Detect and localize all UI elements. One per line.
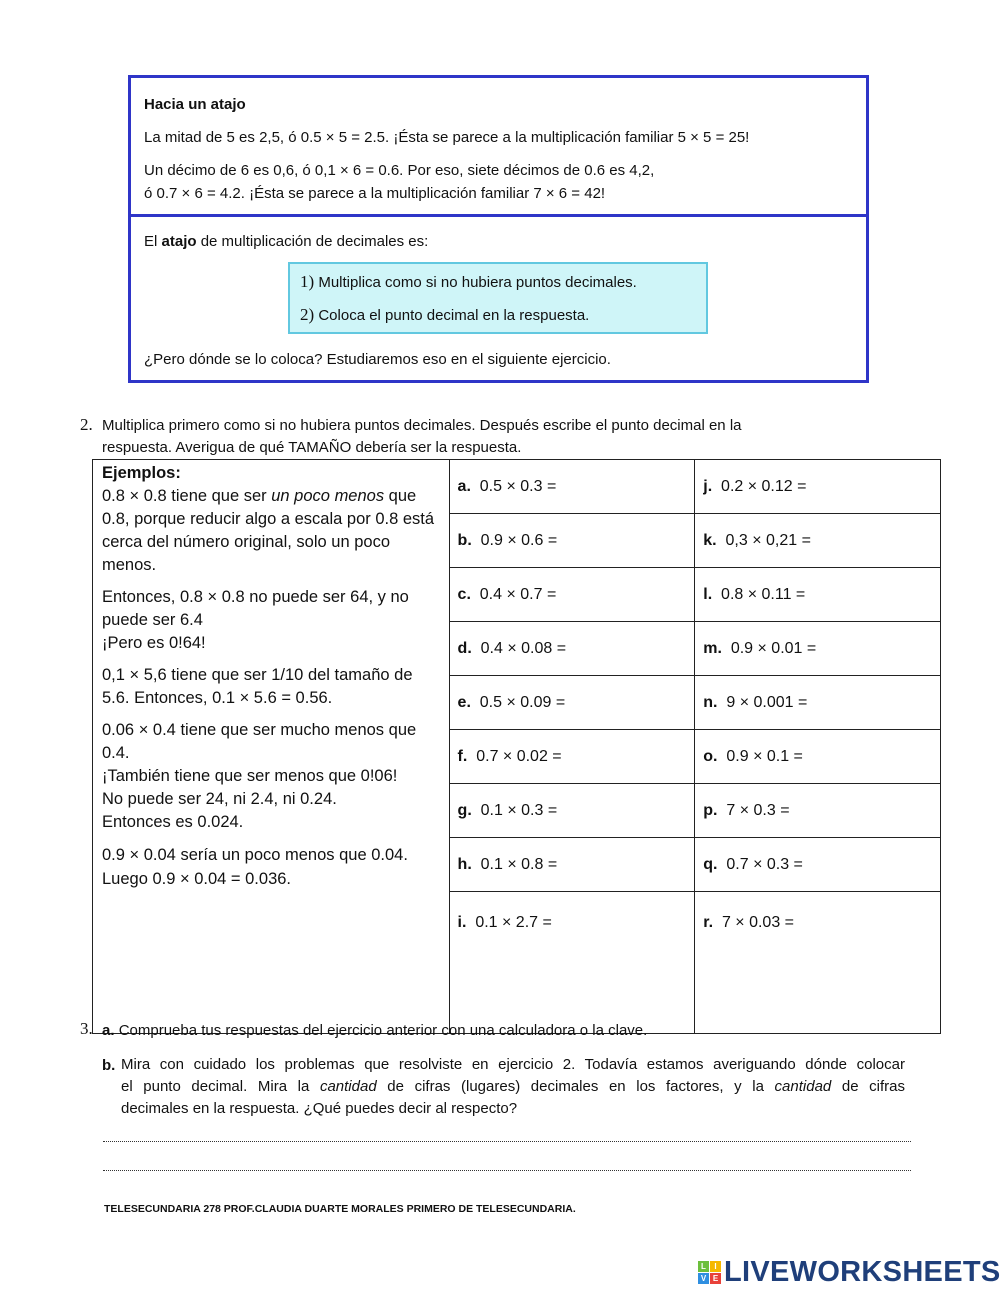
problem-label: p.	[703, 801, 718, 819]
problem-label: b.	[457, 531, 472, 549]
problem-cell[interactable]	[695, 892, 941, 1034]
problem-expression: 0.9 × 0.1 =	[726, 747, 803, 765]
exercise-2-number: 2.	[80, 415, 93, 434]
italic: cantidad	[774, 1078, 832, 1095]
shortcut-p2a: Un décimo de 6 es 0,6, ó 0,1 × 6 = 0.6. Por eso, siete décimos de 0.6 es 4,2,	[144, 162, 655, 179]
text: 0.8 × 0.8 tiene que ser	[102, 487, 272, 505]
problem-cell[interactable]	[449, 514, 695, 568]
problem-expression: 0.1 × 0.3 =	[480, 801, 558, 819]
live-letter: E	[710, 1273, 721, 1284]
answer-line-1[interactable]	[103, 1140, 911, 1142]
exercise-2-instructions	[102, 415, 742, 459]
steps-box	[288, 262, 708, 334]
problem-label: h.	[457, 855, 472, 873]
problem-expression: 0.8 × 0.11 =	[721, 585, 806, 603]
logo-text: LIVEWORKSHEETS	[724, 1256, 1000, 1288]
shortcut-box	[128, 75, 869, 217]
text: de cifras (lugares) decimales en los factores, y la	[376, 1078, 775, 1095]
instruction-line: Multiplica primero como si no hubiera puntos decimales. Después escribe el punto decimal en la	[102, 417, 742, 434]
step-1	[300, 270, 696, 303]
problem-cell[interactable]	[695, 622, 941, 676]
instruction-line: respuesta. Averigua de qué TAMAÑO debería ser la respuesta.	[102, 439, 522, 456]
text: de cifras	[831, 1078, 906, 1095]
live-letter: I	[710, 1261, 721, 1272]
problem-expression: 7 × 0.03 =	[721, 914, 795, 931]
problem-label: q.	[703, 855, 718, 873]
text: Entonces es 0.024.	[102, 813, 244, 831]
problem-label: j.	[703, 477, 713, 495]
step-text: Coloca el punto decimal en la respuesta.	[318, 307, 590, 324]
problem-expression: 0.1 × 2.7 =	[475, 914, 552, 931]
text: que 0.8, porque reducir algo a escala por 0.8 está cerca del número original, solo un poco menos.	[102, 487, 435, 574]
rule-post: de multiplicación de decimales es:	[196, 233, 429, 250]
problem-expression: 0.4 × 0.08 =	[480, 639, 567, 657]
problem-label: a.	[457, 477, 471, 495]
text: Comprueba tus respuestas del ejercicio anterior con una calculadora o la clave.	[118, 1022, 648, 1039]
problem-expression: 0.2 × 0.12 =	[721, 477, 807, 495]
problem-label: d.	[457, 639, 472, 657]
problem-expression: 0.5 × 0.09 =	[479, 693, 566, 711]
example-3: 0,1 × 5,6 tiene que ser 1/10 del tamaño de 5.6. Entonces, 0.1 × 5.6 = 0.56.	[102, 666, 413, 707]
text: 0.06 × 0.4 tiene que ser mucho menos que 0.4.	[102, 721, 417, 762]
problem-cell[interactable]	[695, 676, 941, 730]
problem-label: k.	[703, 531, 717, 549]
live-icon	[698, 1261, 721, 1284]
examples-cell	[93, 460, 450, 1034]
example-2	[102, 586, 441, 655]
problem-cell[interactable]	[449, 568, 695, 622]
text: Entonces, 0.8 × 0.8 no puede ser 64, y no puede ser 6.4	[102, 588, 409, 629]
problem-expression: 0.5 × 0.3 =	[479, 477, 557, 495]
rule-question: ¿Pero dónde se lo coloca? Estudiaremos eso en el siguiente ejercicio.	[144, 351, 611, 368]
example-4	[102, 719, 441, 834]
problem-cell[interactable]	[695, 730, 941, 784]
problem-cell[interactable]	[449, 784, 695, 838]
table-row	[93, 460, 941, 514]
problem-expression: 7 × 0.3 =	[726, 801, 790, 819]
problem-expression: 0.9 × 0.6 =	[480, 531, 558, 549]
problem-label: g.	[457, 801, 472, 819]
text: No puede ser 24, ni 2.4, ni 0.24.	[102, 790, 337, 808]
step-number: 2)	[300, 305, 315, 324]
example-1	[102, 485, 441, 577]
problem-expression: 0.1 × 0.8 =	[480, 855, 558, 873]
problem-cell[interactable]	[449, 676, 695, 730]
problem-cell[interactable]	[449, 838, 695, 892]
exercise-2-table	[92, 459, 941, 1034]
line	[121, 1076, 905, 1098]
italic: menos	[334, 487, 385, 505]
problem-cell[interactable]	[695, 514, 941, 568]
problem-cell[interactable]	[695, 568, 941, 622]
exercise-3b-text	[121, 1054, 905, 1120]
liveworksheets-logo	[698, 1256, 1000, 1289]
italic: cantidad	[319, 1078, 377, 1095]
step-text: Multiplica como si no hubiera puntos decimales.	[318, 274, 637, 291]
problem-cell[interactable]	[449, 730, 695, 784]
live-letter: L	[698, 1261, 709, 1272]
problem-cell[interactable]	[449, 460, 695, 514]
problem-cell[interactable]	[695, 784, 941, 838]
live-letter: V	[698, 1273, 709, 1284]
text: ¡Pero es 0!64!	[102, 634, 206, 652]
step-number: 1)	[300, 272, 315, 291]
exercise-3a	[102, 1019, 647, 1042]
text: 0.9 × 0.04 sería un poco menos que 0.04.	[102, 846, 408, 864]
text: el punto decimal. Mira la	[121, 1078, 320, 1095]
exercise-3b-label	[102, 1054, 115, 1077]
text: ¡También tiene que ser menos que 0!06!	[102, 767, 398, 785]
examples-title: Ejemplos:	[102, 464, 181, 482]
text: Luego 0.9 × 0.04 = 0.036.	[102, 870, 292, 888]
problem-cell[interactable]	[449, 622, 695, 676]
problem-label: e.	[457, 693, 471, 711]
problem-label: m.	[703, 639, 722, 657]
example-5	[102, 843, 441, 891]
shortcut-title: Hacia un atajo	[144, 96, 246, 113]
problem-label: f.	[457, 747, 468, 765]
italic: un poco	[271, 487, 330, 505]
problem-expression: 0.7 × 0.02 =	[476, 747, 562, 765]
problem-cell[interactable]	[695, 460, 941, 514]
line: Mira con cuidado los problemas que resolviste en ejercicio 2. Todavía estamos averiguando dónde colocar	[121, 1056, 905, 1073]
problem-label: c.	[457, 585, 471, 603]
answer-line-2[interactable]	[103, 1169, 911, 1171]
rule-intro	[144, 230, 428, 253]
line: decimales en la respuesta. ¿Qué puedes decir al respecto?	[121, 1100, 518, 1117]
rule-bold: atajo	[161, 233, 197, 250]
problem-label: n.	[703, 693, 718, 711]
problem-label: l.	[703, 585, 713, 603]
problem-expression: 0.4 × 0.7 =	[479, 585, 557, 603]
problem-expression: 0,3 × 0,21 =	[725, 531, 811, 549]
label: a.	[102, 1022, 115, 1039]
shortcut-p1: La mitad de 5 es 2,5, ó 0.5 × 5 = 2.5. ¡Ésta se parece a la multiplicación familiar 5 × 5 = 25!	[144, 129, 750, 146]
exercise-3-number: 3.	[80, 1019, 93, 1038]
problem-expression: 0.9 × 0.01 =	[730, 639, 817, 657]
rule-pre: El	[144, 233, 162, 250]
footer: TELESECUNDARIA 278 PROF.CLAUDIA DUARTE MORALES PRIMERO DE TELESECUNDARIA.	[104, 1203, 576, 1215]
problem-expression: 9 × 0.001 =	[726, 693, 808, 711]
problem-label: i.	[457, 914, 467, 931]
shortcut-p2b: ó 0.7 × 6 = 4.2. ¡Ésta se parece a la multiplicación familiar 7 × 6 = 42!	[144, 185, 606, 202]
problem-cell[interactable]	[449, 892, 695, 1034]
problem-expression: 0.7 × 0.3 =	[726, 855, 803, 873]
label: b.	[102, 1057, 116, 1074]
problem-label: o.	[703, 747, 718, 765]
problem-cell[interactable]	[695, 838, 941, 892]
problem-label: r.	[703, 914, 714, 931]
step-2	[300, 303, 696, 336]
